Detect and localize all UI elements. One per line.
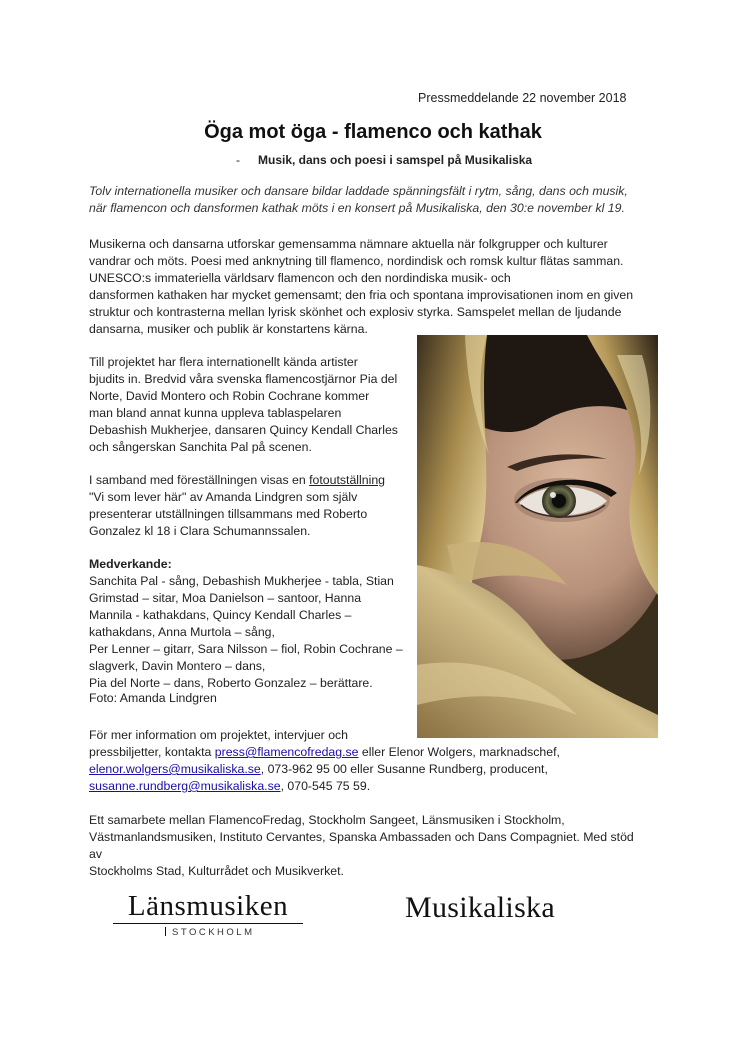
paragraph-3-line: "Vi som lever här" av Amanda Lindgren som själv (89, 490, 358, 504)
collaboration-paragraph (89, 812, 649, 880)
intro-paragraph: Tolv internationella musiker och dansare bildar laddade spänningsfält i rytm, sång, dans och musik, när flamencon och dansformen kathak möts i en konsert på Musikaliska, den 30:e november kl 19. (89, 184, 628, 215)
paragraph-3-line: Gonzalez kl 18 i Clara Schumannssalen. (89, 524, 311, 538)
paragraph-1-line: dansarna, musiker och publik är konstartens kärna. (89, 322, 368, 336)
paragraph-1-line: Musikerna och dansarna utforskar gemensamma nämnare aktuella när folkgrupper och kulturer (89, 237, 608, 251)
paragraph-2-line: Debashish Mukherjee, dansaren Quincy Kendall Charles (89, 423, 398, 437)
paragraph-1-line: dansformen kathaken har mycket gemensamt; den fria och spontana improvisationen inom en given (89, 288, 634, 302)
producer-email-link[interactable]: susanne.rundberg@musikaliska.se (89, 779, 281, 793)
paragraph-3-line: presenterar utställningen tillsammans med Roberto (89, 507, 368, 521)
cast-heading: Medverkande: (89, 557, 172, 571)
contact-line: För mer information om projektet, intervjuer och (89, 728, 349, 742)
paragraph-1-line: struktur och kontrasterna mellan lyrisk skönhet och explosiv styrka. Samspelet mellan de ljudande (89, 305, 622, 319)
subtitle-dash: - (236, 153, 240, 167)
paragraph-2-line: Till projektet har flera internationellt kända artister (89, 355, 358, 369)
marketing-email-link[interactable]: elenor.wolgers@musikaliska.se (89, 762, 261, 776)
paragraph-2-line: och sångerskan Sanchita Pal på scenen. (89, 440, 312, 454)
photo-credit: Foto: Amanda Lindgren (89, 691, 217, 705)
musikaliska-logo: Musikaliska (405, 891, 555, 924)
contact-line (89, 744, 649, 761)
press-release-date: Pressmeddelande 22 november 2018 (418, 91, 627, 105)
paragraph-1-line: vandrar och möts. Poesi med anknytning till flamenco, nordindisk och romsk kultur flätas samman. (89, 254, 624, 268)
paragraph-2-line: bjudits in. Bredvid våra svenska flamencostjärnor Pia del (89, 372, 398, 386)
collaboration-line: Stockholms Stad, Kulturrådet och Musikverket. (89, 864, 344, 878)
cast-line: slagverk, Davin Montero – dans, (89, 659, 266, 673)
eye-photo-image (417, 335, 658, 738)
paragraph-2 (89, 354, 407, 456)
cast-line: kathakdans, Anna Murtola – sång, (89, 625, 275, 639)
exhibition-link[interactable]: fotoutställning (309, 473, 385, 487)
lansmusiken-logo-rule (113, 923, 303, 924)
subtitle (236, 152, 532, 169)
cast-line: Sanchita Pal - sång, Debashish Mukherjee - tabla, Stian (89, 574, 394, 588)
contact-text: , 070-545 75 59. (280, 779, 371, 793)
contact-text: eller Elenor Wolgers, marknadschef, (358, 745, 560, 759)
contact-text: pressbiljetter, kontakta (89, 745, 215, 759)
lansmusiken-logo-sub-text: STOCKHOLM (172, 927, 255, 938)
contact-line (89, 761, 649, 778)
contact-text: , 073-962 95 00 eller Susanne Rundberg, producent, (260, 762, 548, 776)
paragraph-3-text: I samband med föreställningen visas en (89, 473, 310, 487)
logo-bar-icon (165, 927, 166, 936)
cast-line: Per Lenner – gitarr, Sara Nilsson – fiol, Robin Cochrane – (89, 642, 403, 656)
subtitle-text: Musik, dans och poesi i samspel på Musikaliska (258, 153, 533, 167)
paragraph-2-line: man bland annat kunna uppleva tablaspelaren (89, 406, 342, 420)
lansmusiken-logo-name: Länsmusiken (127, 890, 289, 922)
lansmusiken-logo-sub (113, 927, 303, 938)
eye-photo (417, 335, 658, 738)
paragraph-3 (89, 472, 407, 540)
cast-line: Pia del Norte – dans, Roberto Gonzalez – berättare. (89, 676, 373, 690)
paragraph-2-line: Norte, David Montero och Robin Cochrane kommer (89, 389, 370, 403)
contact-line (89, 778, 649, 795)
cast-list (89, 573, 407, 692)
paragraph-1 (89, 236, 657, 338)
paragraph-3-line (89, 472, 407, 489)
contact-info (89, 727, 649, 795)
press-email-link[interactable]: press@flamencofredag.se (214, 745, 359, 759)
page-title: Öga mot öga - flamenco och kathak (204, 121, 542, 143)
cast-line: Mannila - kathakdans, Quincy Kendall Charles – (89, 608, 352, 622)
paragraph-1-line: UNESCO:s immateriella världsarv flamencon och den nordindiska musik- och (89, 271, 511, 285)
collaboration-line: Västmanlandsmusiken, Instituto Cervantes, Spanska Ambassaden och Dans Compagniet. Med stöd av (89, 830, 634, 861)
cast-line: Grimstad – sitar, Moa Danielson – santoor, Hanna (89, 591, 362, 605)
collaboration-line: Ett samarbete mellan FlamencoFredag, Stockholm Sangeet, Länsmusiken i Stockholm, (89, 813, 565, 827)
lansmusiken-logo (113, 890, 303, 938)
